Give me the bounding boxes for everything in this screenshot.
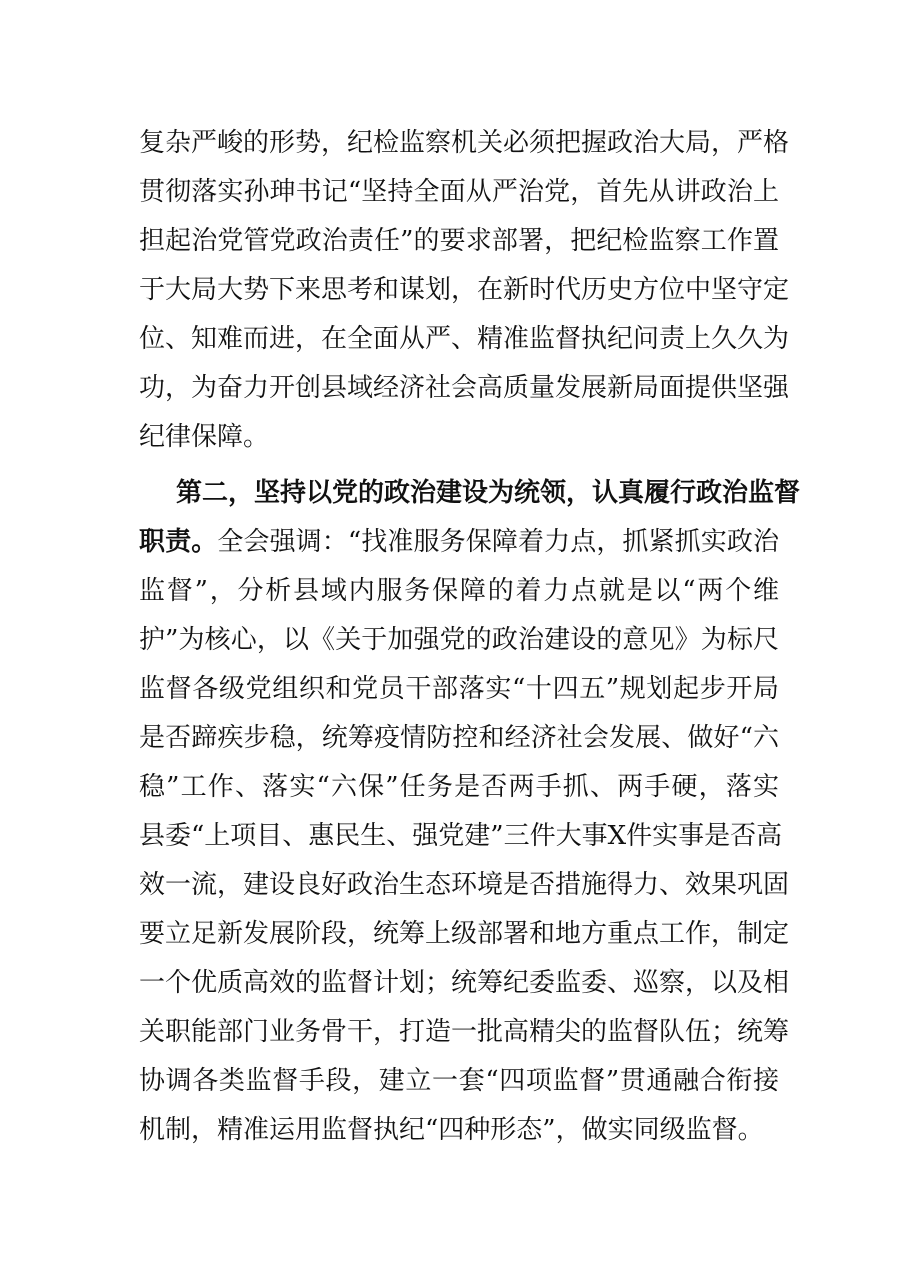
text-line: 护”为核心，以《关于加强党的政治建设的意见》为标尺 [139, 625, 779, 655]
text-line: 要立足新发展阶段，统筹上级部署和地方重点工作，制定 [139, 919, 790, 949]
text-line: 关职能部门业务骨干，打造一批高精尖的监督队伍；统筹 [139, 1017, 790, 1047]
text-line: 复杂严峻的形势，纪检监察机关必须把握政治大局，严格 [139, 128, 790, 158]
section-heading: 第二，坚持以党的政治建设为统领，认真履行政治监督 [176, 478, 801, 508]
text-line-rest: 全会强调：“找准服务保障着力点，抓紧抓实政治 [217, 527, 779, 557]
text-line: 监督”，分析县域内服务保障的着力点就是以“两个维 [139, 576, 779, 606]
text-line: 纪律保障。 [139, 422, 270, 452]
text-line: 位、知难而进，在全面从严、精准监督执纪问责上久久为 [139, 324, 790, 354]
text-line: 县委“上项目、惠民生、强党建”三件大事X件实事是否高 [139, 821, 783, 851]
text-line: 效一流，建设良好政治生态环境是否措施得力、效果巩固 [139, 870, 790, 900]
text-line: 担起治党管党政治责任”的要求部署，把纪检监察工作置 [139, 226, 779, 256]
text-line [139, 525, 779, 559]
text-line: 是否蹄疾步稳，统筹疫情防控和经济社会发展、做好“六 [139, 723, 779, 753]
text-line: 一个优质高效的监督计划；统筹纪委监委、巡察，以及相 [139, 968, 790, 998]
text-line: 协调各类监督手段，建立一套“四项监督”贯通融合衔接 [139, 1066, 779, 1096]
text-line: 于大局大势下来思考和谋划，在新时代历史方位中坚守定 [139, 275, 790, 305]
text-line: 机制，精准运用监督执纪“四种形态”，做实同级监督。 [139, 1115, 764, 1145]
text-line: 贯彻落实孙珅书记“坚持全面从严治党，首先从讲政治上 [139, 177, 779, 207]
text-line: 监督各级党组织和党员干部落实“十四五”规划起步开局 [139, 674, 779, 704]
section-heading-end: 职责。 [139, 527, 218, 557]
text-line: 功，为奋力开创县域经济社会高质量发展新局面提供坚强 [139, 373, 790, 403]
text-line: 稳”工作、落实“六保”任务是否两手抓、两手硬，落实 [139, 772, 779, 802]
